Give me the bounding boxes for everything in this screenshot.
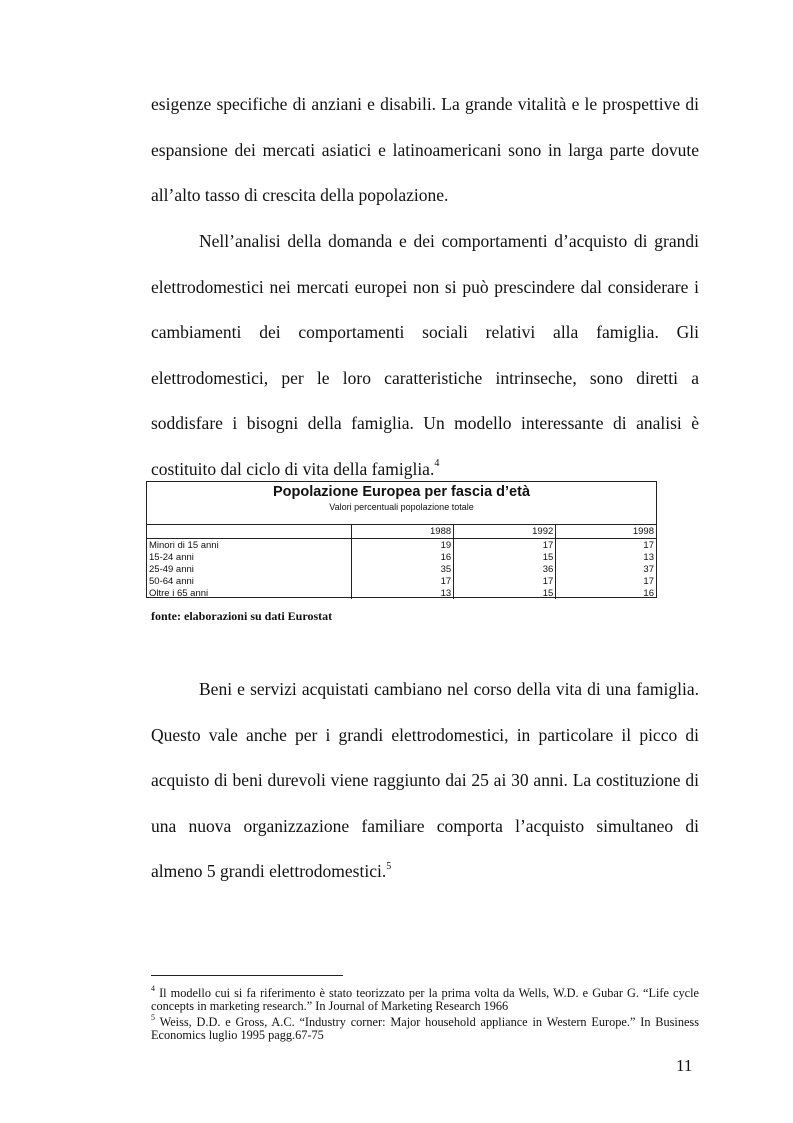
header-1998: 1998	[556, 525, 656, 539]
footnote-number: 4	[151, 983, 155, 993]
header-label	[147, 525, 352, 539]
page-number: 11	[676, 1056, 693, 1075]
row-label: Minori di 15 anni	[147, 539, 352, 552]
cell-1998: 17	[643, 539, 654, 551]
paragraph-1: esigenze specifiche di anziani e disabili. La grande vitalità e le prospettive di espansione dei mercati asiatici e latinoamericani sono in larga parte dovute all’alto tasso di crescita della popolazione.	[151, 94, 699, 206]
table-row	[147, 587, 656, 599]
table-row	[147, 563, 656, 575]
paragraph-2: Nell’analisi della domanda e dei comportamenti d’acquisto di grandi elettrodomestici nei mercati europei non si può prescindere dal considerare i cambiamenti dei comportamenti sociali relativi alla famiglia. Gli elettrodomestici, per le loro caratteristiche intrinseche, sono diretti a soddisfare i bisogni della famiglia. Un modello interessante di analisi è costituito dal ciclo di vita della famiglia.$^4$	[151, 231, 699, 479]
cell-1988: 16	[352, 551, 454, 563]
header-1992: 1992	[454, 525, 556, 539]
table-header-row	[147, 525, 656, 539]
footnote-ref-5[interactable]: 5	[386, 860, 392, 872]
footnote-ref-4[interactable]: 4	[434, 458, 440, 470]
cell-1988: 19	[352, 539, 454, 552]
footnote-5	[151, 1012, 700, 1043]
footnote-text: Il modello cui si fa riferimento è stato teorizzato per la prima volta da Wells, W.D. e Gubar G. “Life cycle concepts in marketing research.” In Journal of Marketing Research 1966	[151, 986, 699, 1014]
cell-1992: 15	[454, 587, 556, 599]
cell-1998: 16	[643, 587, 654, 599]
row-label: 25-49 anni	[147, 563, 352, 575]
table-source: fonte: elaborazioni su dati Eurostat	[151, 609, 333, 623]
header-1988: 1988	[352, 525, 454, 539]
footnote-number: 5	[151, 1012, 155, 1022]
cell-1998: 37	[643, 563, 654, 575]
row-label: 15-24 anni	[147, 551, 352, 563]
table-title: Popolazione Europea per fascia d’età	[272, 484, 531, 500]
table-row	[147, 575, 656, 587]
cell-1988: 13	[352, 587, 454, 599]
footnote-text: Weiss, D.D. e Gross, A.C. “Industry corner: Major household appliance in Western Europe.” In Business Economics luglio 1995 pagg.67-75	[151, 1015, 700, 1043]
table-row	[147, 539, 656, 552]
cell-1988: 17	[352, 575, 454, 587]
row-label: Oltre i 65 anni	[147, 587, 352, 599]
row-label: 50-64 anni	[147, 575, 352, 587]
footnote-4	[151, 983, 699, 1014]
paragraph-3: Beni e servizi acquistati cambiano nel corso della vita di una famiglia. Questo vale anche per i grandi elettrodomestici, in particolare il picco di acquisto di beni durevoli viene raggiunto dai 25 ai 30 anni. La costituzione di una nuova organizzazione familiare comporta l’acquisto simultaneo di almeno 5 grandi elettrodomestici.$^5$	[151, 679, 699, 882]
cell-1992: 15	[454, 551, 556, 563]
cell-1992: 17	[454, 575, 556, 587]
table-row	[147, 551, 656, 563]
footnote-separator	[151, 975, 343, 976]
cell-1992: 17	[454, 539, 556, 552]
cell-1998: 13	[643, 551, 654, 563]
population-table	[146, 481, 657, 598]
cell-1988: 35	[352, 563, 454, 575]
cell-1998: 17	[643, 575, 654, 587]
table-subtitle: Valori percentuali popolazione totale	[329, 502, 474, 512]
data-table	[147, 525, 656, 599]
cell-1992: 36	[454, 563, 556, 575]
